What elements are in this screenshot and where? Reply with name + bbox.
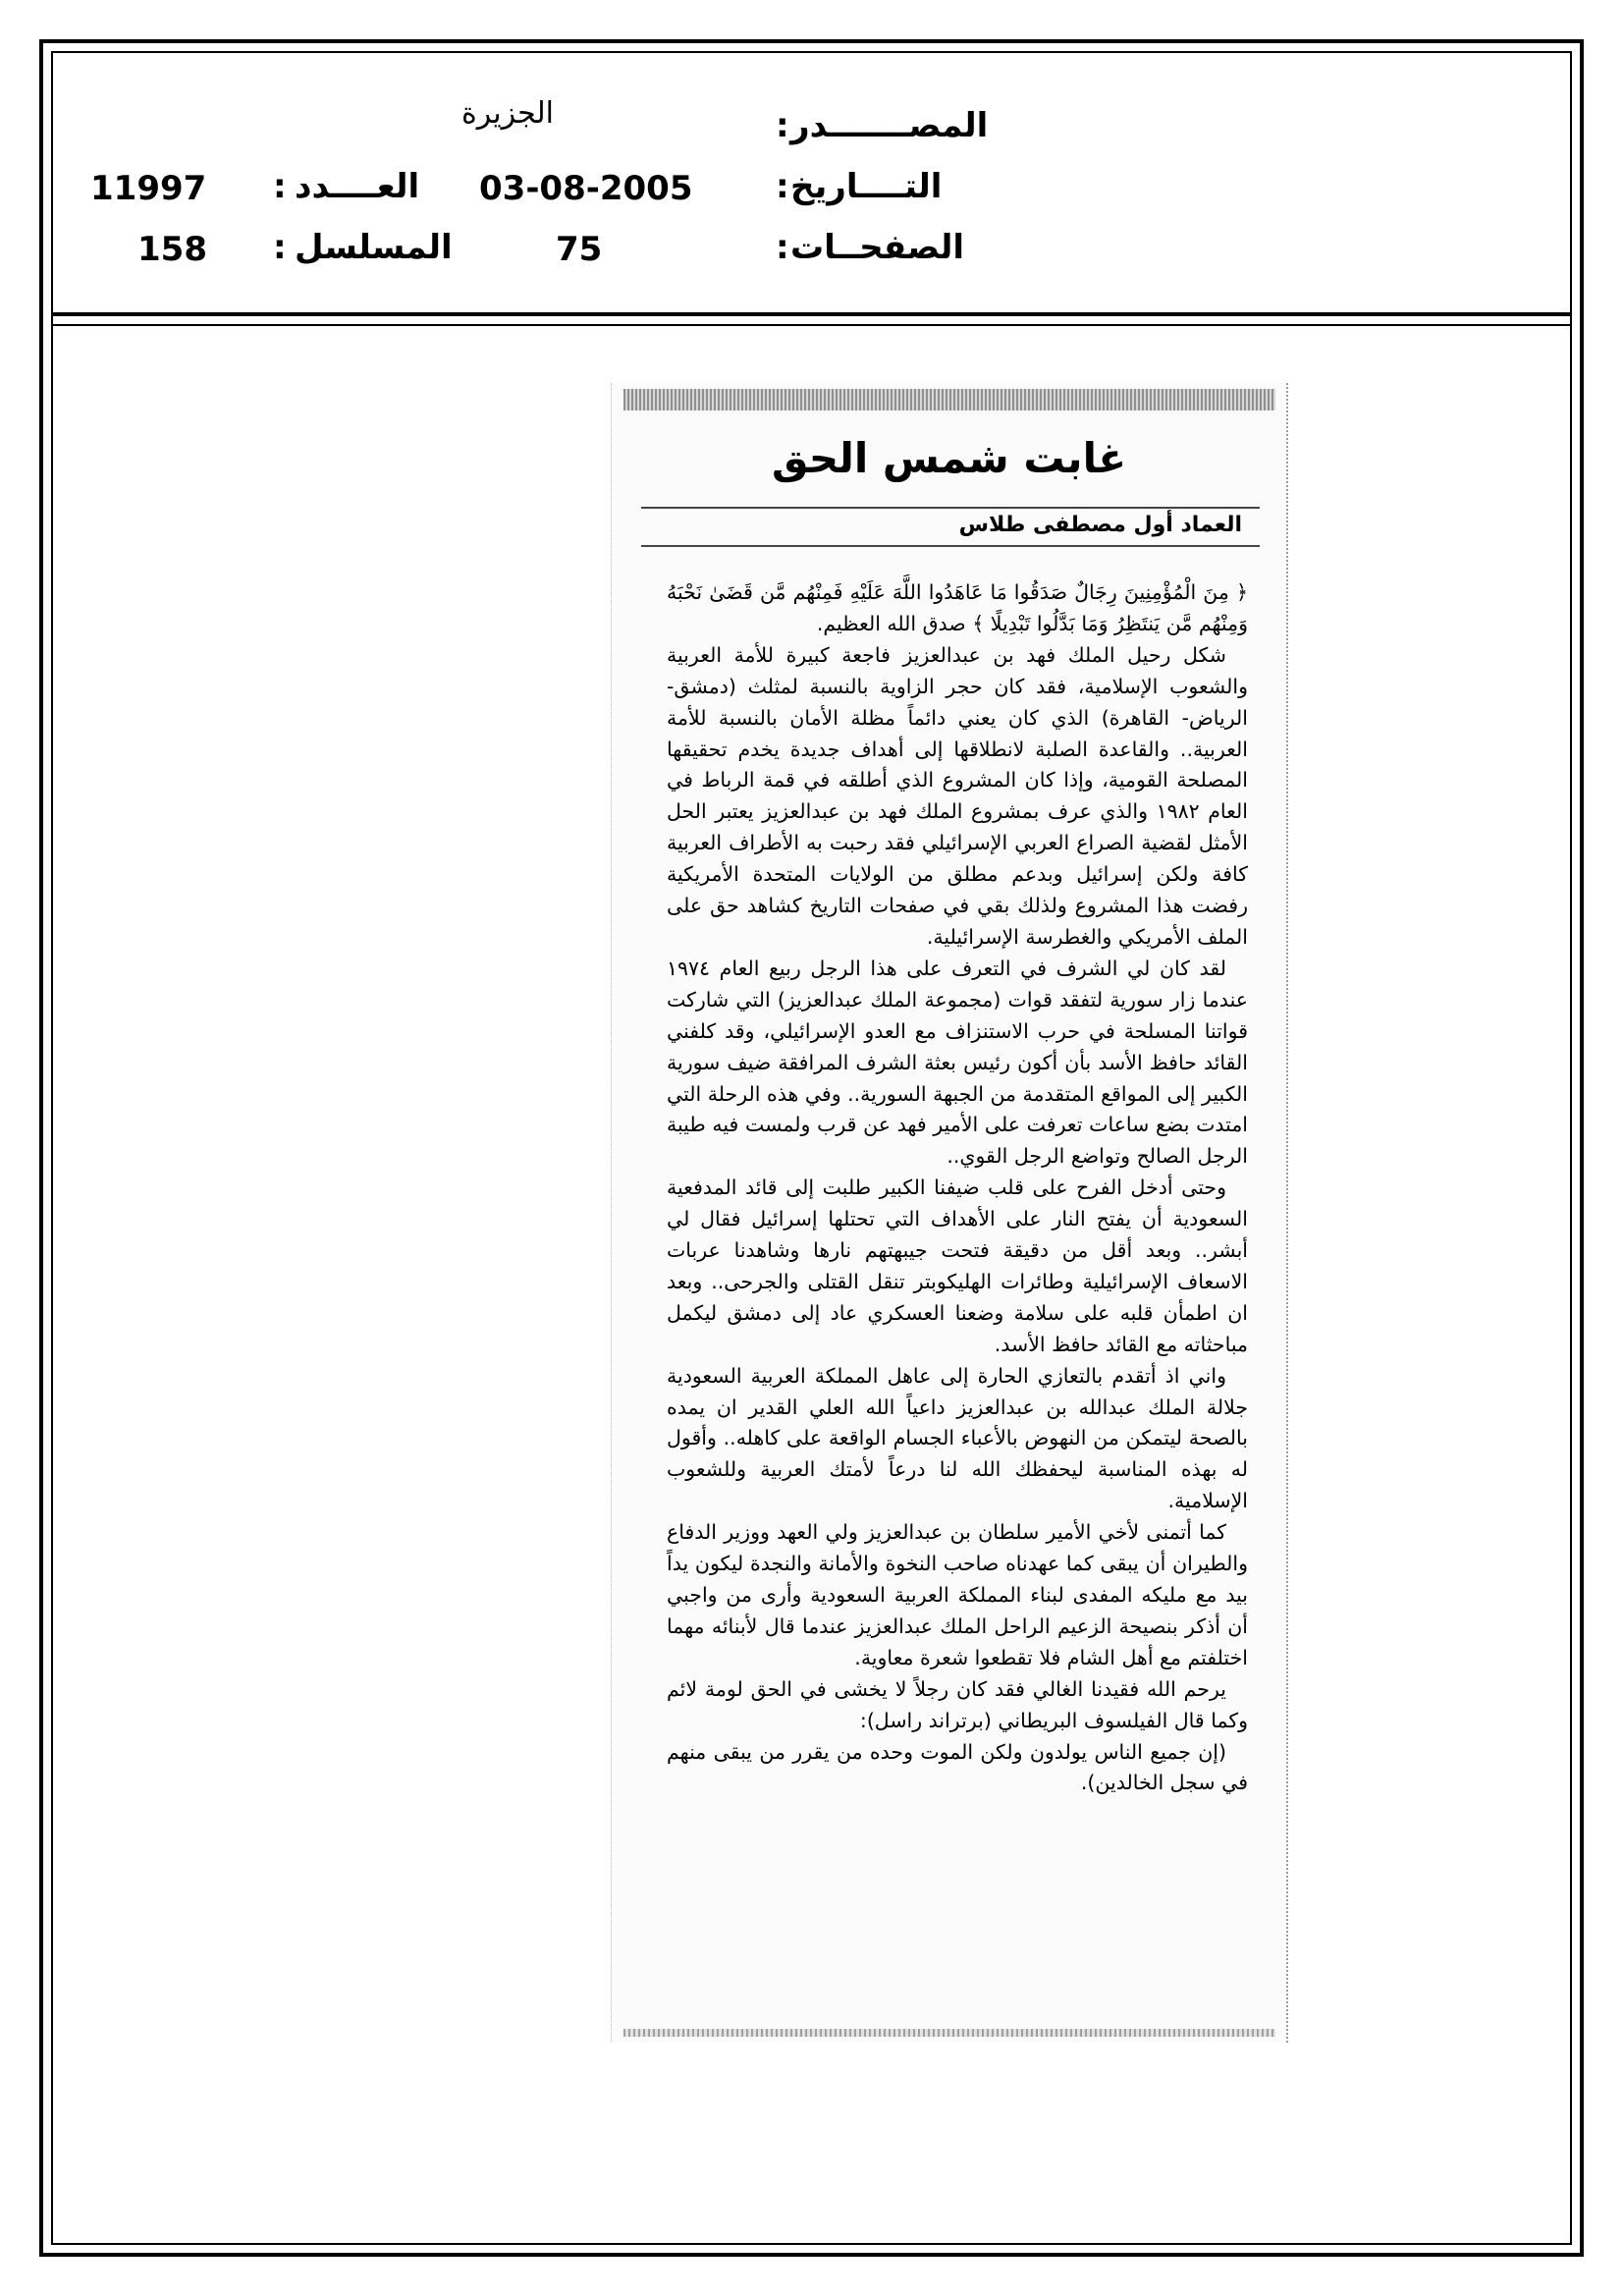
source-colon: : [776,106,789,145]
header-divider [51,312,1572,316]
issue-colon: : [273,167,287,206]
title-rule [641,507,1260,509]
source-value: الجزيرة [461,96,555,131]
pages-label: الصفحــات [790,228,965,267]
article-title: غابت شمس الحق [771,434,1127,482]
date-value: 03-08-2005 [479,169,693,208]
byline-rule [641,545,1260,547]
article-paragraph: (إن جميع الناس يولدون ولكن الموت وحده من يقرر من يبقى منهم في سجل الخالدين). [667,1739,1248,1795]
newspaper-clipping [611,383,1288,2043]
article-paragraph: ﴿ مِنَ الْمُؤْمِنِينَ رِجَالٌ صَدَقُوا مَا عَاهَدُوا اللَّهَ عَلَيْهِ فَمِنْهُم مَّن قَضَىٰ نَحْبَهُ وَمِنْهُم مَّن يَنتَظِرُ وَمَا بَدَّلُوا تَبْدِيلًا ﴾ صدق الله العظيم. [667,580,1248,635]
serial-label: المسلسل [295,228,453,267]
pages-colon: : [776,228,789,267]
serial-colon: : [273,228,287,267]
clipping-top-band [623,389,1275,410]
article-paragraph: وحتى أدخل الفرح على قلب ضيفنا الكبير طلبت إلى قائد المدفعية السعودية أن يفتح النار على الأهداف التي تحتلها إسرائيل فقال لي أبشر.. وبعد أقل من دقيقة فتحت جيبهتهم نارها وشاهدنا عربات الاسعاف الإسرائيلية وطائرات الهليكوبتر تنقل القتلى والجرحى.. وبعد ان اطمأن قلبه على سلامة وضعنا العسكري عاد إلى دمشق ليكمل مباحثاته مع القائد حافظ الأسد. [667,1175,1248,1356]
article-paragraph: كما أتمنى لأخي الأمير سلطان بن عبدالعزيز ولي العهد ووزير الدفاع والطيران أن يبقى كما عهدناه صاحب النخوة والأمانة والنجدة ليكون يداً بيد مع مليكه المفدى لبناء المملكة العربية السعودية وأرى من واجبي أن أذكر بنصيحة الزعيم الراحل الملك عبدالعزيز عندما قال لأبنائه مهما اختلفتم مع أهل الشام فلا تقطعوا شعرة معاوية. [667,1520,1248,1669]
serial-value: 158 [137,230,207,269]
issue-label: العــــدد [295,167,420,206]
article-paragraph: واني اذ أتقدم بالتعازي الحارة إلى عاهل المملكة العربية السعودية جلالة الملك عبدالله بن عبدالعزيز داعياً الله العلي القدير ان يمده بالصحة ليتمكن من النهوض بالأعباء الجسام الواقعة على كاهله.. وأقول له بهذه المناسبة ليحفظك الله لنا درعاً لأمتك العربية وللشعوب الإسلامية. [667,1363,1248,1513]
article-paragraph: لقد كان لي الشرف في التعرف على هذا الرجل ربيع العام ١٩٧٤ عندما زار سورية لتفقد قوات (مجموعة الملك عبدالعزيز) التي شاركت قواتنا المسلحة في حرب الاستنزاف مع العدو الإسرائيلي، وقد كلفني القائد حافظ الأسد بأن أكون رئيس بعثة الشرف المرافقة ضيف سورية الكبير إلى المواقع المتقدمة من الجبهة السورية.. وفي هذه الرحلة التي امتدت بضع ساعات تعرفت على الأمير فهد عن قرب ولمست فيه طيبة الرجل الصالح وتواضع الرجل القوي.. [667,956,1248,1169]
pages-value: 75 [556,230,603,269]
date-colon: : [776,167,789,206]
article-paragraph: يرحم الله فقيدنا الغالي فقد كان رجلاً لا يخشى في الحق لومة لائم وكما قال الفيلسوف البريطاني (برتراند راسل): [667,1676,1248,1732]
article-byline: العماد أول مصطفى طلاس [958,513,1242,537]
header-divider-thin [51,324,1572,326]
article-body [667,577,1248,1799]
clipping-bottom-band [623,2029,1275,2037]
issue-value: 11997 [90,169,207,208]
date-label: التــــاريخ [790,167,943,206]
article-paragraph: شكل رحيل الملك فهد بن عبدالعزيز فاجعة كبيرة للأمة العربية والشعوب الإسلامية، فقد كان حجر الزاوية بالنسبة لمثلث (دمشق- الرياض- القاهرة) الذي كان يعني دائماً مظلة الأمان بالنسبة للأمة العربية.. والقاعدة الصلبة لانطلاقها إلى أهداف جديدة يخدم تحقيقها المصلحة القومية، وإذا كان المشروع الذي أطلقه في قمة الرباط في العام ١٩٨٢ والذي عرف بمشروع الملك فهد بن عبدالعزيز يعتبر الحل الأمثل لقضية الصراع العربي الإسرائيلي فقد رحبت به الأطراف العربية كافة ولكن إسرائيل وبدعم مطلق من الولايات المتحدة الأمريكية رفضت هذا المشروع ولذلك بقي في صفحات التاريخ كشاهد حق على الملف الأمريكي والغطرسة الإسرائيلية. [667,642,1248,949]
source-label: المصـــــــدر [790,106,989,145]
